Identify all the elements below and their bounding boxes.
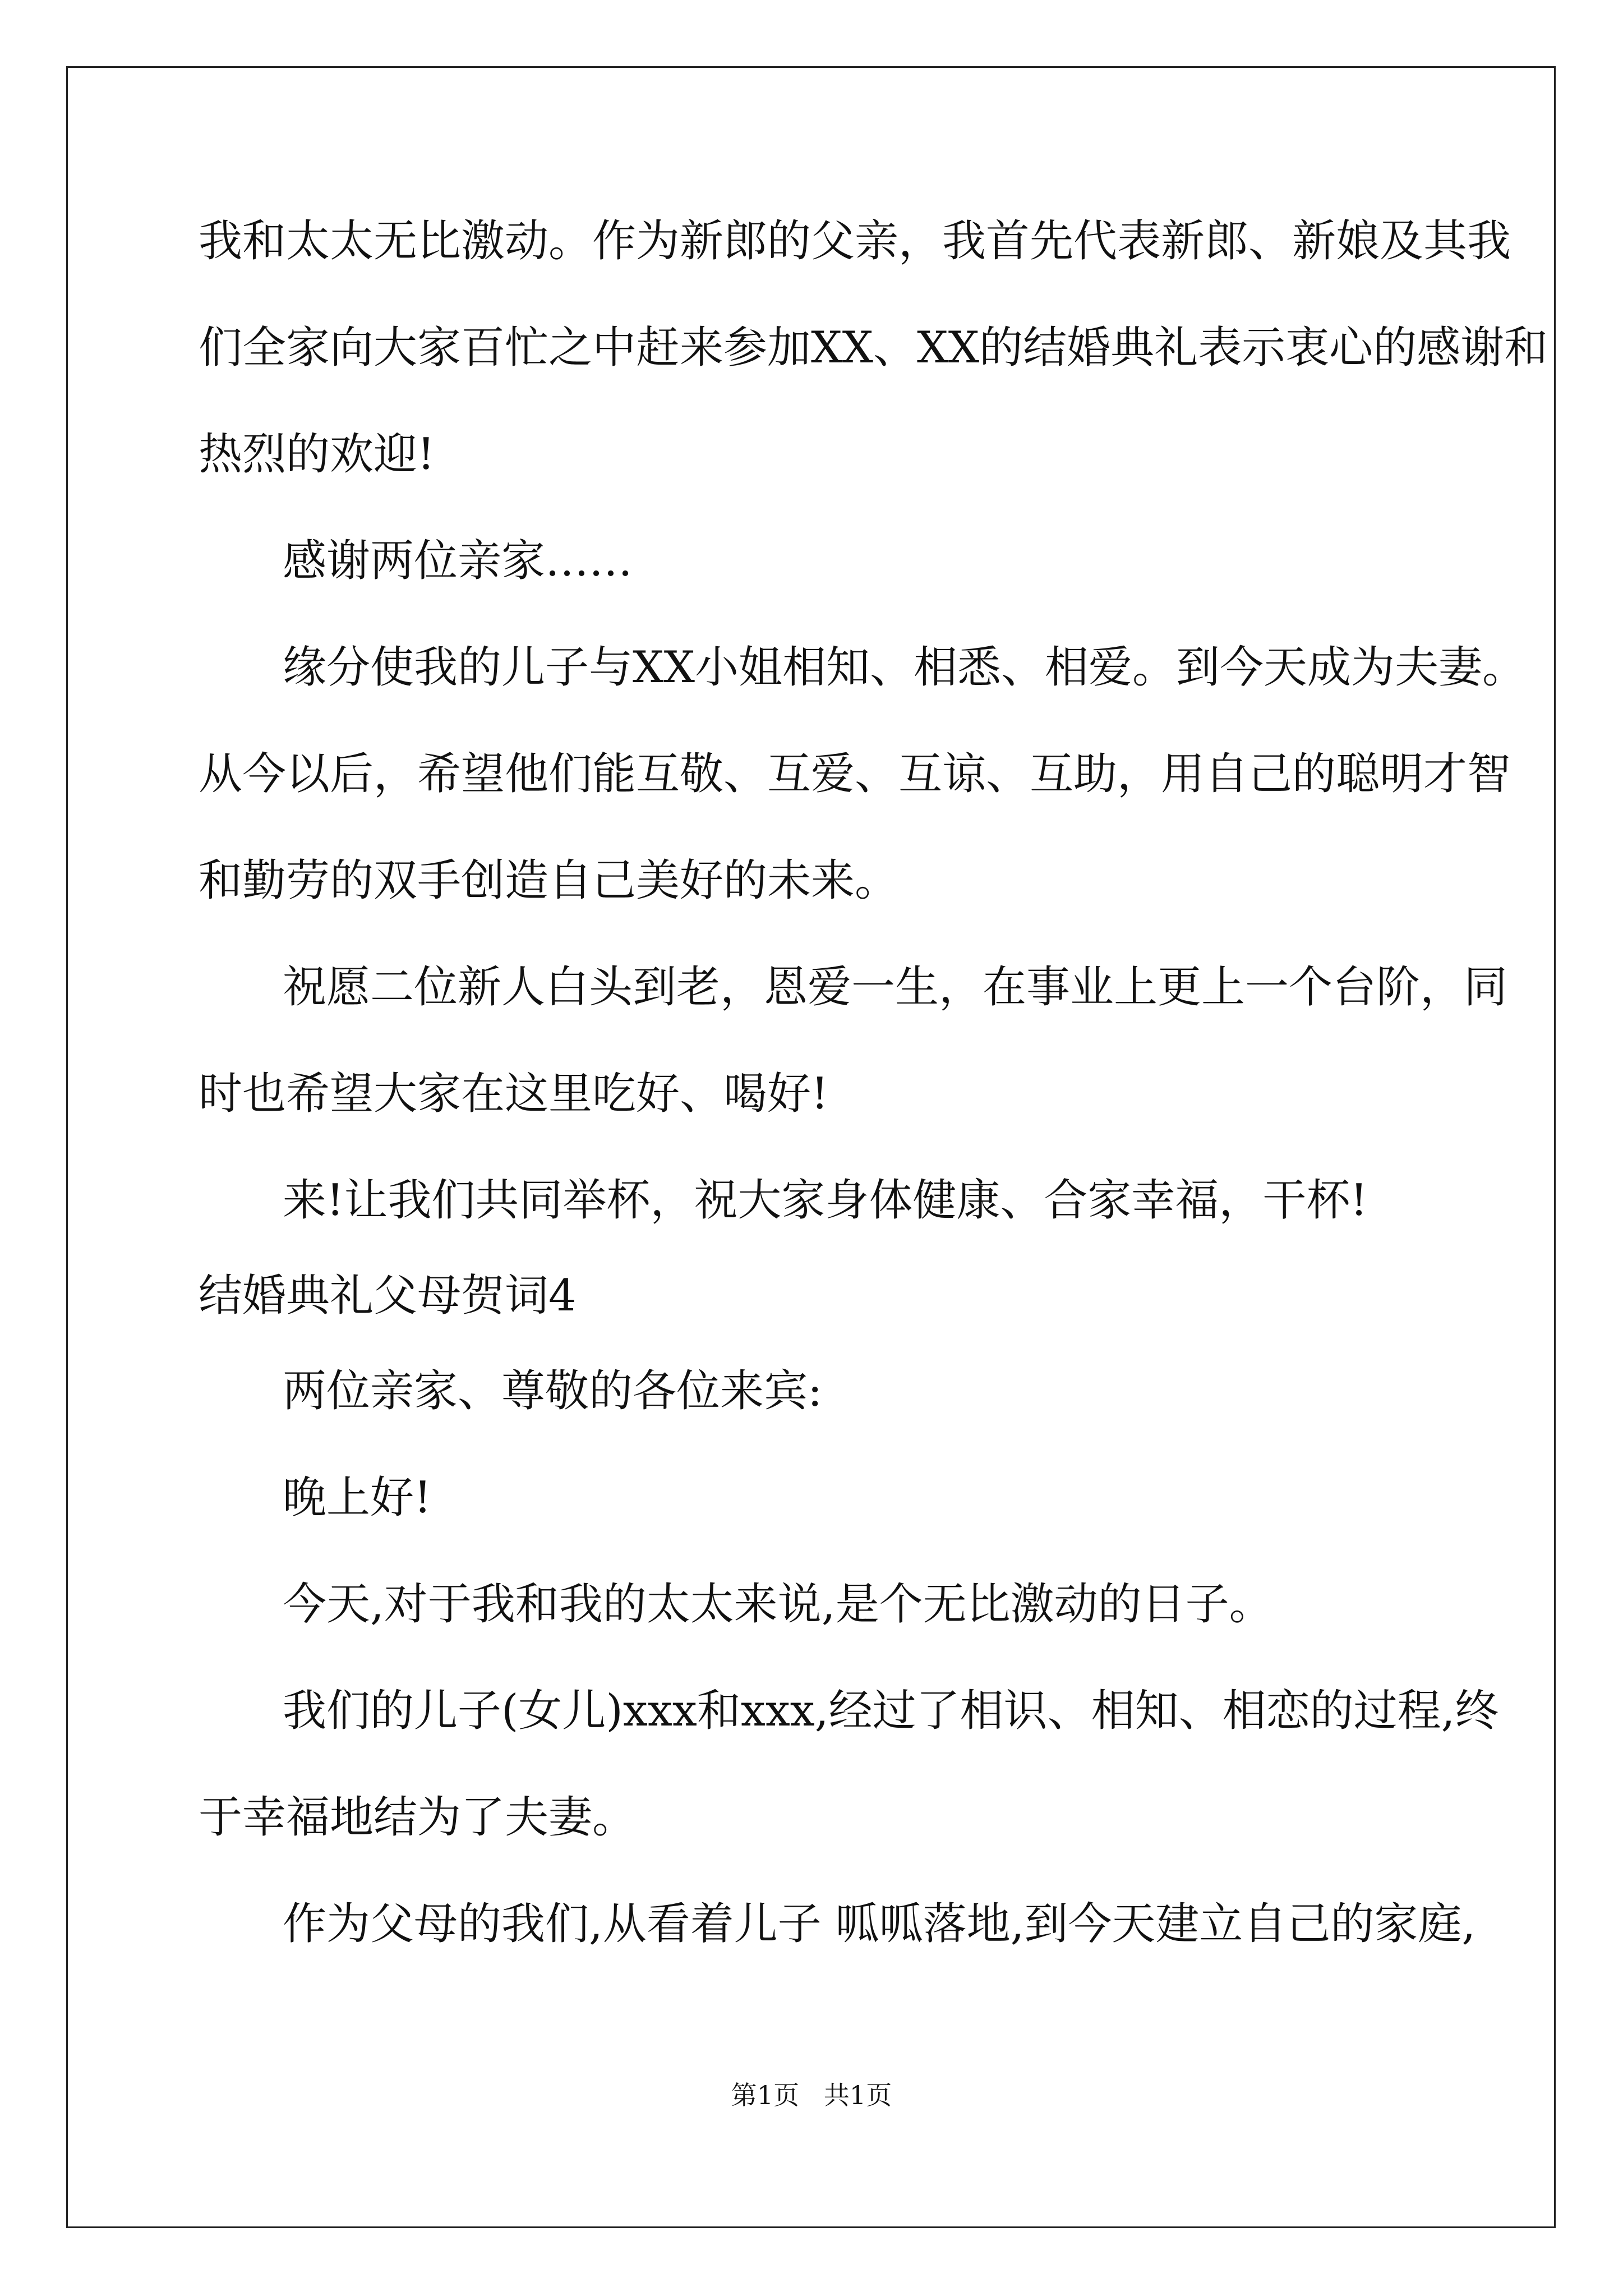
paragraph-line: 祝愿二位新人白头到老，恩爱一生，在事业上更上一个台阶，同: [283, 962, 1508, 1013]
text-line: 和勤劳的双手创造自己美好的未来。: [199, 855, 899, 906]
paragraph-line: 来!让我们共同举杯，祝大家身体健康、合家幸福，干杯!: [283, 1175, 1368, 1226]
text-line: 于幸福地结为了夫妻。: [199, 1792, 637, 1843]
text-line: 热烈的欢迎!: [199, 429, 435, 480]
paragraph-line: 缘分使我的儿子与XX小姐相知、相悉、相爱。到今天成为夫妻。: [283, 642, 1527, 693]
section-heading: 结婚典礼父母贺词4: [199, 1271, 577, 1321]
text-line: 我和太太无比激动。作为新郎的父亲，我首先代表新郎、新娘及其我: [199, 216, 1511, 266]
paragraph-line: 两位亲家、尊敬的各位来宾:: [283, 1366, 823, 1416]
paragraph-line: 我们的儿子(女儿)xxx和xxx,经过了相识、相知、相恋的过程,终: [283, 1686, 1499, 1736]
page-footer: 第1页 共1页: [731, 2080, 892, 2110]
text-line: 时也希望大家在这里吃好、喝好!: [199, 1069, 829, 1119]
paragraph-line: 今天,对于我和我的太太来说,是个无比激动的日子。: [283, 1579, 1273, 1630]
paragraph-line: 晚上好!: [283, 1473, 432, 1523]
paragraph-line: 感谢两位亲家……: [283, 536, 633, 586]
text-line: 从今以后，希望他们能互敬、互爱、互谅、互助，用自己的聪明才智: [199, 749, 1511, 799]
paragraph-line: 作为父母的我们,从看着儿子 呱呱落地,到今天建立自己的家庭,: [283, 1899, 1476, 1949]
text-line: 们全家向大家百忙之中赶来参加XX、XX的结婚典礼表示衷心的感谢和: [199, 323, 1548, 373]
